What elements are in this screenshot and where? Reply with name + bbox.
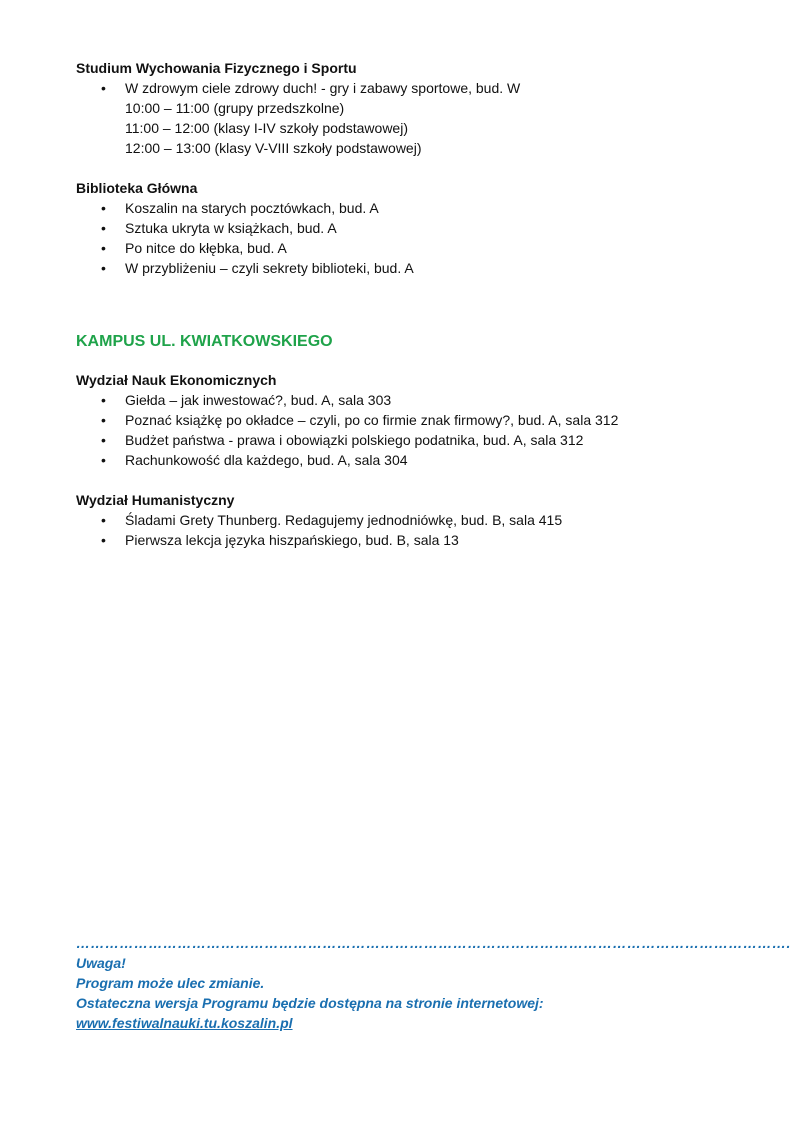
list-item: [76, 530, 716, 550]
list-item-text: Sztuka ukryta w książkach, bud. A: [125, 220, 337, 236]
list-item-text: W zdrowym ciele zdrowy duch! - gry i zabawy sportowe, bud. W: [125, 80, 521, 96]
footer-warning: Uwaga!: [76, 955, 126, 971]
list-item-text: W przybliżeniu – czyli sekrety biblioteki, bud. A: [125, 260, 414, 276]
section-heading-economics: Wydział Nauk Ekonomicznych: [76, 372, 277, 388]
list-item-text: Poznać książkę po okładce – czyli, po co firmie znak firmowy?, bud. A, sala 312: [125, 412, 619, 428]
humanities-list: [76, 510, 716, 550]
library-list: [76, 198, 716, 278]
time-slot: 12:00 – 13:00 (klasy V-VIII szkoły podstawowej): [125, 140, 422, 156]
list-item: [76, 390, 716, 410]
bullet-icon: •: [101, 452, 106, 468]
list-item: [76, 510, 716, 530]
campus-heading: KAMPUS UL. KWIATKOWSKIEGO: [76, 333, 333, 350]
list-item-text: Śladami Grety Thunberg. Redagujemy jednodniówkę, bud. B, sala 415: [125, 512, 563, 528]
list-item-text: Budżet państwa - prawa i obowiązki polskiego podatnika, bud. A, sala 312: [125, 432, 584, 448]
section-heading-humanities: Wydział Humanistyczny: [76, 492, 235, 508]
bullet-icon: •: [101, 220, 106, 236]
time-slot: 10:00 – 11:00 (grupy przedszkolne): [125, 100, 345, 116]
list-item-text: Po nitce do kłębka, bud. A: [125, 240, 287, 256]
list-item: [76, 258, 716, 278]
dotted-separator: ………………………………………………………………………………………………………………………………….: [76, 935, 791, 951]
list-item-text: Giełda – jak inwestować?, bud. A, sala 303: [125, 392, 392, 408]
list-item: [76, 218, 716, 238]
section-heading-library: Biblioteka Główna: [76, 180, 198, 196]
list-item-text: Rachunkowość dla każdego, bud. A, sala 304: [125, 452, 408, 468]
bullet-icon: •: [101, 80, 106, 96]
list-item: [76, 198, 716, 218]
bullet-icon: •: [101, 260, 106, 276]
footer-note: Program może ulec zmianie.: [76, 975, 265, 991]
footer-notice: [76, 933, 791, 1033]
bullet-icon: •: [101, 412, 106, 428]
list-item: [76, 78, 716, 158]
bullet-icon: •: [101, 532, 106, 548]
bullet-icon: •: [101, 432, 106, 448]
list-item-text: Koszalin na starych pocztówkach, bud. A: [125, 200, 379, 216]
website-link[interactable]: www.festiwalnauki.tu.koszalin.pl: [76, 1015, 293, 1031]
time-slot: 11:00 – 12:00 (klasy I-IV szkoły podstawowej): [125, 120, 408, 136]
list-item: [76, 410, 716, 430]
section-heading-sport: Studium Wychowania Fizycznego i Sportu: [76, 60, 357, 76]
bullet-icon: •: [101, 392, 106, 408]
bullet-icon: •: [101, 200, 106, 216]
list-item: [76, 450, 716, 470]
document-page: [76, 58, 716, 550]
bullet-icon: •: [101, 240, 106, 256]
economics-list: [76, 390, 716, 470]
sport-list: [76, 78, 716, 158]
list-item: [76, 430, 716, 450]
list-item: [76, 238, 716, 258]
bullet-icon: •: [101, 512, 106, 528]
footer-final-version: Ostateczna wersja Programu będzie dostępna na stronie internetowej:: [76, 995, 544, 1011]
list-item-text: Pierwsza lekcja języka hiszpańskiego, bud. B, sala 13: [125, 532, 459, 548]
